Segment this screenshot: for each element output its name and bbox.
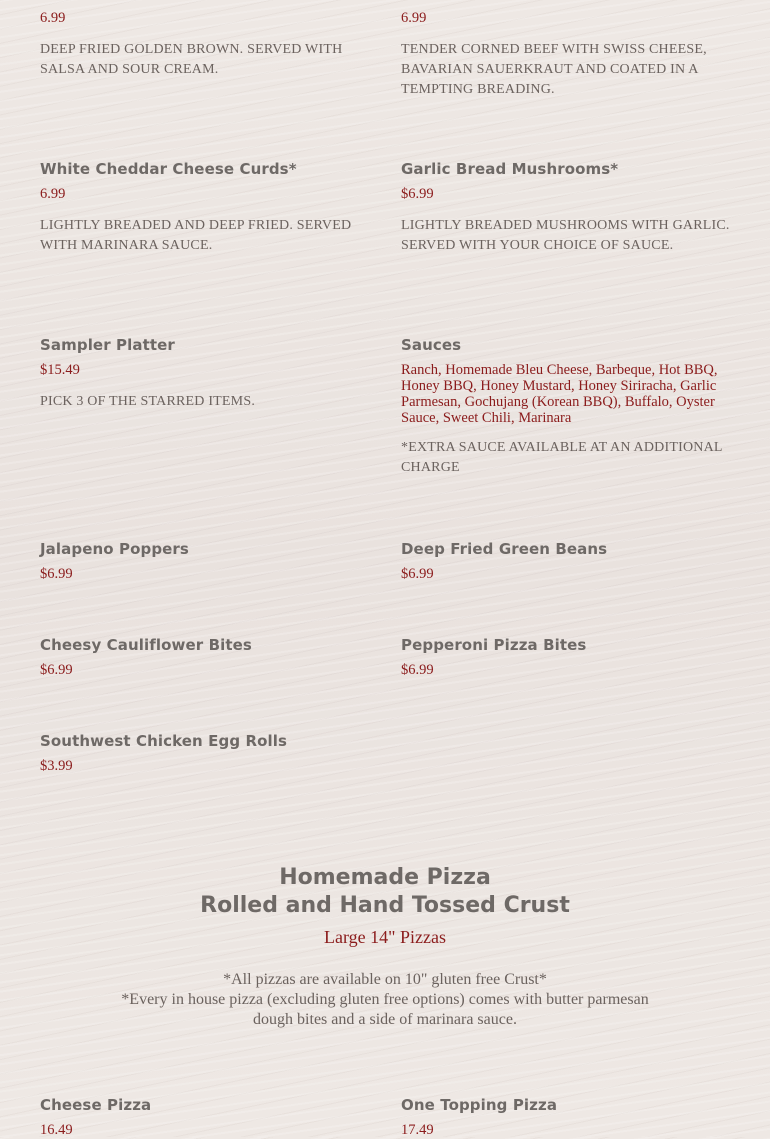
menu-item-cauliflower-bites [40,636,370,679]
item-name: Southwest Chicken Egg Rolls [40,732,288,750]
item-name: Pepperoni Pizza Bites [401,636,587,654]
item-description: DEEP FRIED GOLDEN BROWN. SERVED WITH SALSA AND SOUR CREAM. [40,42,343,77]
item-name: Garlic Bread Mushrooms* [401,160,619,178]
section-title: Rolled and Hand Tossed Crust [200,893,570,918]
item-price: $6.99 [401,662,434,678]
sauce-list: Ranch, Homemade Bleu Cheese, Barbeque, Hot BBQ, Honey BBQ, Honey Mustard, Honey Siriracha, Garlic Parmesan, Gochujang (Korean BBQ), Buffalo, Oyster Sauce, Sweet Chili, Marinara [401,362,718,426]
section-title: Homemade Pizza [279,865,491,890]
section-subtitle: Large 14" Pizzas [324,927,446,947]
item-price: 6.99 [40,10,66,26]
item-price: $6.99 [40,566,73,582]
item-name: Jalapeno Poppers [40,540,189,558]
item-description: LIGHTLY BREADED MUSHROOMS WITH GARLIC. SERVED WITH YOUR CHOICE OF SAUCE. [401,218,730,253]
pizza-section-header [0,864,770,1030]
menu-item-sampler-platter [40,336,370,412]
menu-item-sauces [401,336,731,478]
item-price: $6.99 [401,186,434,202]
item-price: $6.99 [401,566,434,582]
menu-item-pepperoni-bites [401,636,731,679]
item-description: PICK 3 OF THE STARRED ITEMS. [40,394,256,409]
menu-item-cheese-pizza [40,1096,370,1139]
item-description: LIGHTLY BREADED AND DEEP FRIED. SERVED WITH MARINARA SAUCE. [40,218,352,253]
item-description: TENDER CORNED BEEF WITH SWISS CHEESE, BAVARIAN SAUERKRAUT AND COATED IN A TEMPTING BREADING. [401,42,707,97]
menu-item-cheese-curds [40,160,370,256]
item-name: One Topping Pizza [401,1096,558,1114]
menu-item-one-topping-pizza [401,1096,731,1139]
menu-item-fried-appetizer [40,9,370,80]
item-name: Sampler Platter [40,336,175,354]
menu-item-egg-rolls [40,732,370,775]
item-name: Cheesy Cauliflower Bites [40,636,252,654]
item-name: White Cheddar Cheese Curds* [40,160,297,178]
item-name: Deep Fried Green Beans [401,540,608,558]
item-price: $15.49 [40,362,80,378]
menu-item-garlic-mushrooms [401,160,731,256]
menu-item-jalapeno-poppers [40,540,370,583]
item-price: $6.99 [40,662,73,678]
item-price: $3.99 [40,758,73,774]
item-name: Cheese Pizza [40,1096,152,1114]
item-price: 6.99 [401,10,427,26]
section-note: *All pizzas are available on 10" gluten free Crust* [223,971,547,988]
item-name: Sauces [401,336,462,354]
section-note: *Every in house pizza (excluding gluten free options) comes with butter parmesan dough bites and a side of marinara sauce. [121,991,649,1028]
menu-item-reuben-bites [401,9,731,100]
item-price: 6.99 [40,186,66,202]
item-price: 17.49 [401,1122,434,1138]
item-description: *EXTRA SAUCE AVAILABLE AT AN ADDITIONAL CHARGE [401,440,723,475]
menu-item-green-beans [401,540,731,583]
item-price: 16.49 [40,1122,73,1138]
